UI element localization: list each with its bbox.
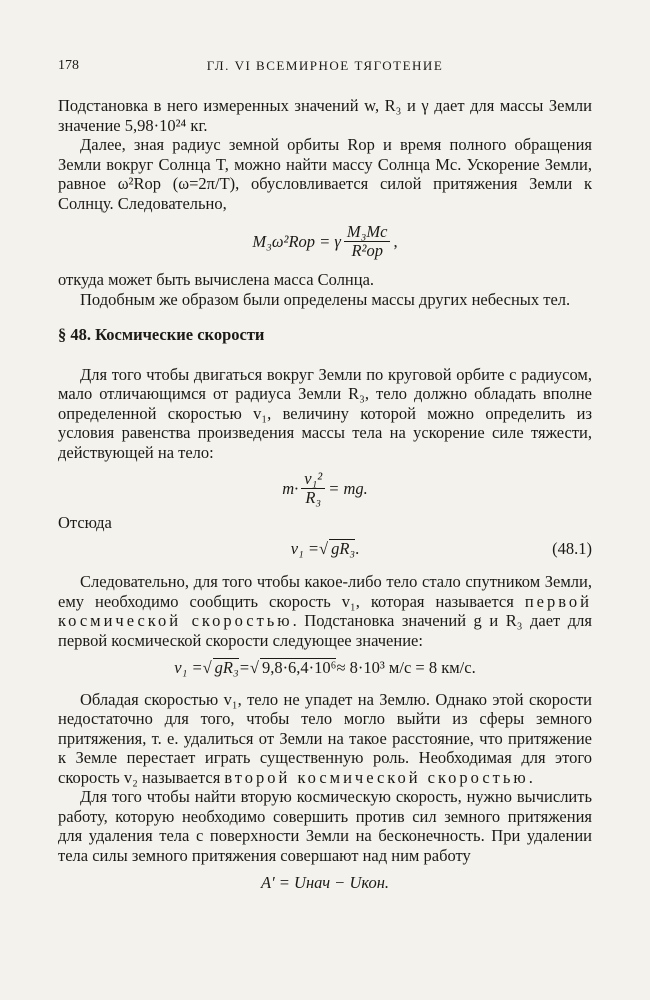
text-run: . xyxy=(528,767,533,787)
paragraph: Подстановка в него измеренных значений w, R₃ и γ дает для массы Земли значение 5,98·10²⁴ кг. xyxy=(58,96,592,135)
sqrt-content: gR₃ xyxy=(214,658,239,678)
equation-first-cosmic: v₁ = √ gR₃ = √ 9,8·6,4·10⁶ ≈ 8·10³ м/с = 8 км/с. xyxy=(174,658,476,678)
paragraph-otsyuda: Отсюда xyxy=(58,513,112,532)
paragraph: Подобным же образом были определены массы других небесных тел. xyxy=(80,289,571,309)
fraction xyxy=(344,223,391,260)
sqrt-content: 9,8·6,4·10⁶ xyxy=(261,658,337,678)
equation-part: v₁ = xyxy=(174,658,203,677)
equation-circular-motion xyxy=(58,470,592,507)
equation-number: (48.1) xyxy=(552,538,592,558)
numerator: v₁² xyxy=(301,470,325,489)
equation-part: ≈ 8·10³ м/с = 8 км/с. xyxy=(336,658,476,677)
denominator: R²ор xyxy=(351,241,383,260)
equation-tail: . xyxy=(355,538,360,558)
paragraph: откуда может быть вычислена масса Солнца. xyxy=(58,270,375,289)
denominator: R₃ xyxy=(305,488,322,507)
text-run: . Подстановка значений g и R₃ дает для первой космической скорости следующее значение: xyxy=(58,611,592,650)
equation-work: A′ = Uнач − Uкон. xyxy=(260,873,390,892)
text-run: Следовательно, для того чтобы какое-либо тело стало спутником Земли, ему необходимо сообщить скорость v₁, которая называется xyxy=(58,572,592,611)
fraction xyxy=(301,470,325,507)
equation-sun-mass xyxy=(58,223,592,260)
emphasized-term: второй космической скоростью xyxy=(224,767,529,787)
equation-m: m· xyxy=(282,478,299,498)
equation-lhs: M₃ω²Rор = γ xyxy=(252,231,341,251)
paragraph: Для того чтобы найти вторую космическую скорость, нужно вычислить работу, которую необходимо совершить против сил земного притяжения для удаления тела с поверхности Земли на бесконечность. При удалении тела силы земного притяжения совершают над ним работу xyxy=(58,787,592,865)
paragraph: Далее, зная радиус земной орбиты Rор и время полного обращения Земли вокруг Солнца T, можно найти массу Солнца Mс. Ускорение Земли, равное ω²Rор (ω=2π/T), обусловливается силой притяжения Земли к Солнцу. Следовательно, xyxy=(58,135,592,213)
paragraph xyxy=(58,572,592,650)
page-number: 178 xyxy=(58,58,79,73)
emphasized-term: первой космической скоростью xyxy=(58,591,592,630)
paragraph xyxy=(58,690,592,788)
paragraph: Для того чтобы двигаться вокруг Земли по круговой орбите с радиусом, мало отличающимся от радиуса Земли R₃, тело должно обладать вполне определенной скоростью v₁, величину которой можно определить из условия равенства произведения массы тела на ускорение силе тяжести, действующей на тело: xyxy=(58,364,592,462)
equation-tail: , xyxy=(393,231,398,251)
running-head: ГЛ. VI ВСЕМИРНОЕ ТЯГОТЕНИЕ xyxy=(206,58,444,73)
sqrt-content: gR₃ xyxy=(331,538,356,558)
text-run: Обладая скоростью v₁, тело не упадет на Землю. Однако этой скорости недостаточно для того, чтобы тело могло выйти из сферы земного притяжения, т. е. удалиться от Земли на такое расстояние, что притяжение к Земле перестает играть существенную роль. Необходимая для этого скорость v₂ называется xyxy=(58,689,592,787)
section-heading: § 48. Космические скорости xyxy=(58,325,265,344)
equation-part: = xyxy=(238,658,250,677)
numerator: M₃Mс xyxy=(344,223,391,242)
equation-lhs: v₁ = xyxy=(290,538,320,558)
body-text xyxy=(58,96,592,893)
equation-48-1: v₁ = √ gR₃ . (48.1) xyxy=(290,538,592,558)
equation-rhs: = mg. xyxy=(328,478,368,498)
page-header xyxy=(58,58,592,78)
